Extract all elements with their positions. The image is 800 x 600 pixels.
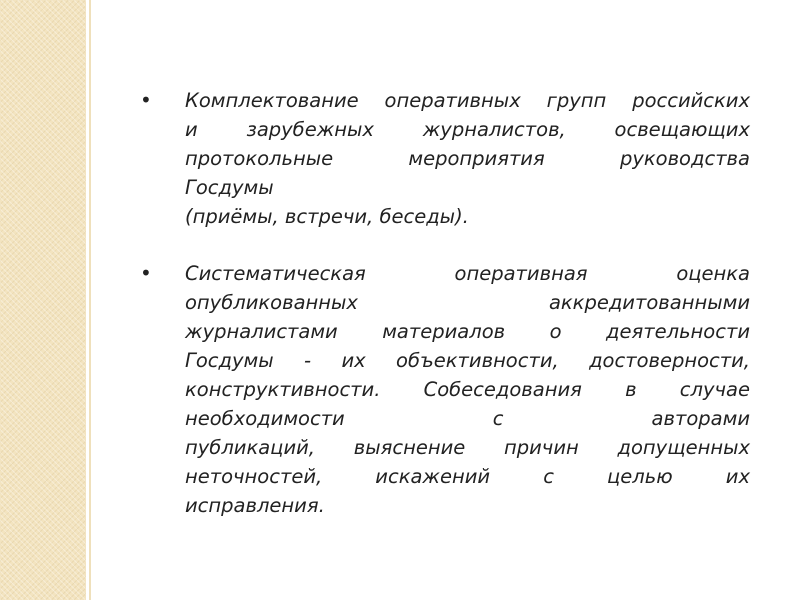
text-line: Комплектование оперативных групп российских [185, 89, 750, 112]
text-line: журналистами материалов о деятельности [185, 320, 750, 343]
decorative-side-line [89, 0, 91, 600]
text-line: протокольные мероприятия руководства [185, 147, 750, 170]
text-line: конструктивности. Собеседования в случае [185, 378, 750, 401]
text-line: Госдумы - их объективности, достоверности, [185, 349, 750, 372]
bullet-text-2 [185, 259, 750, 520]
text-line: необходимости с авторами [185, 407, 750, 430]
text-line: Госдумы [185, 176, 274, 199]
text-line: неточностей, искажений с целью их [185, 465, 750, 488]
text-line: Систематическая оперативная оценка [185, 262, 750, 285]
bullet-list [140, 86, 750, 548]
text-line: (приёмы, встречи, беседы). [185, 205, 469, 228]
text-line: публикаций, выяснение причин допущенных [185, 436, 750, 459]
bullet-dot-icon: • [140, 261, 152, 285]
bullet-item-2 [140, 259, 750, 520]
text-line: и зарубежных журналистов, освещающих [185, 118, 750, 141]
bullet-item-1 [140, 86, 750, 231]
decorative-side-band [0, 0, 86, 600]
text-line: опубликованных аккредитованными [185, 291, 750, 314]
text-line: исправления. [185, 494, 325, 517]
bullet-text-1 [185, 86, 750, 231]
bullet-dot-icon: • [140, 88, 152, 112]
